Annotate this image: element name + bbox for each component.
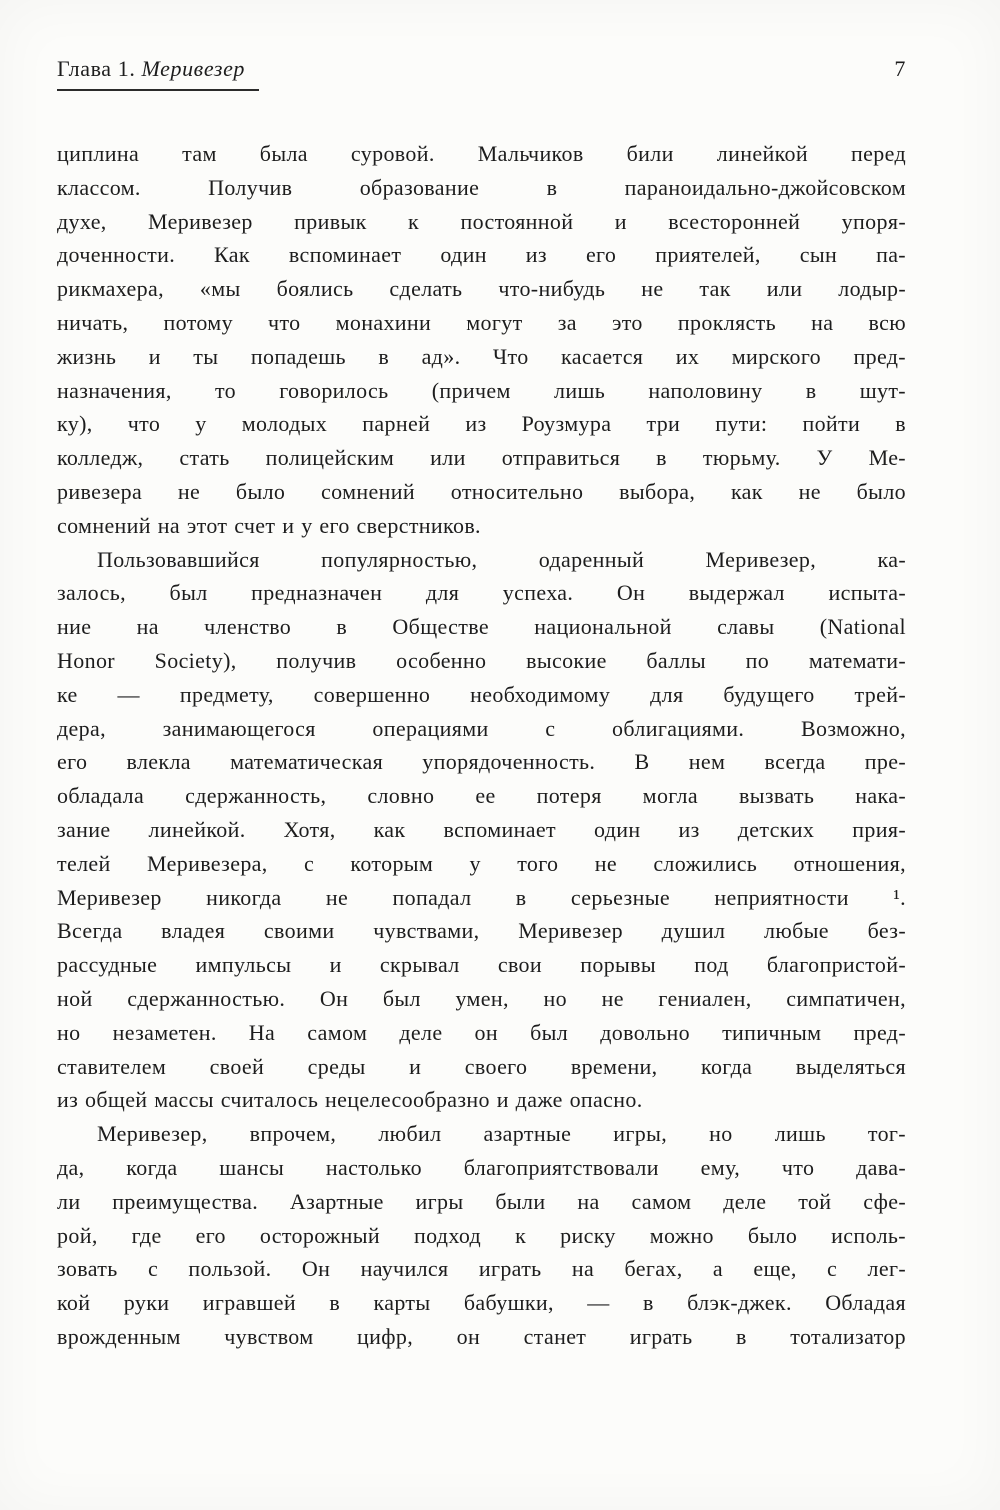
paragraph — [57, 543, 906, 1118]
text-line: ли преимущества. Азартные игры были на самом деле той сфе- — [57, 1188, 906, 1214]
text-line: его влекла математическая упорядоченность. В нем всегда пре- — [57, 749, 906, 775]
text-line: телей Меривезера, с которым у того не сложились отношения, — [57, 850, 906, 876]
text-line: ставителем своей среды и своего времени, когда выделяться — [57, 1053, 906, 1079]
text-line: доченности. Как вспоминает один из его приятелей, сын па- — [57, 242, 906, 268]
text-line: сомнений на этот счет и у его сверстников. — [57, 512, 481, 538]
text-line: ной сдержанностью. Он был умен, но не гениален, симпатичен, — [57, 985, 906, 1011]
page-number: 7 — [894, 56, 906, 81]
text-line: из общей массы считалось нецелесообразно и даже опасно. — [57, 1087, 643, 1113]
paragraph — [57, 137, 906, 543]
text-line: зовать с пользой. Он научился играть на бегах, а еще, с лег- — [57, 1256, 906, 1282]
text-line: дера, занимающегося операциями с облигациями. Возможно, — [57, 715, 906, 741]
text-line: рассудные импульсы и скрывал свои порывы под благопристой- — [57, 952, 906, 978]
paragraph — [57, 1117, 906, 1354]
text-line: но незаметен. На самом деле он был довольно типичным пред- — [57, 1019, 906, 1045]
text-line: жизнь и ты попадешь в ад». Что касается их мирского пред- — [57, 343, 906, 369]
body-text — [57, 137, 906, 1354]
text-line: Пользовавшийся популярностью, одаренный Меривезер, ка- — [97, 546, 906, 572]
text-line: циплина там была суровой. Мальчиков били линейкой перед — [57, 141, 906, 166]
text-line: Меривезер, впрочем, любил азартные игры, но лишь тог- — [97, 1121, 906, 1147]
chapter-label: Глава 1. — [57, 56, 136, 81]
text-line: рой, где его осторожный подход к риску можно было исполь- — [57, 1222, 906, 1248]
text-line: рикмахера, «мы боялись сделать что-нибудь не так или лодыр- — [57, 276, 906, 302]
page-header — [57, 56, 906, 91]
text-line: колледж, стать полицейским или отправиться в тюрьму. У Ме- — [57, 445, 906, 471]
text-line: духе, Меривезер привык к постоянной и всесторонней упоря- — [57, 208, 906, 234]
text-line: ке — предмету, совершенно необходимому для будущего трей- — [57, 681, 906, 707]
running-head — [57, 56, 259, 91]
text-line: залось, был предназначен для успеха. Он выдержал испыта- — [57, 580, 906, 606]
text-line: ничать, потому что монахини могут за это проклясть на всю — [57, 309, 906, 335]
text-line: Меривезер никогда не попадал в серьезные неприятности ¹. — [57, 884, 906, 910]
text-line: да, когда шансы настолько благоприятствовали ему, что дава- — [57, 1154, 906, 1180]
text-line: зание линейкой. Хотя, как вспоминает один из детских прия- — [57, 816, 906, 842]
text-line: Всегда владея своими чувствами, Меривезер душил любые без- — [57, 918, 906, 944]
text-line: ние на членство в Обществе национальной славы (National — [57, 614, 906, 640]
chapter-title: Меривезер — [141, 56, 246, 81]
text-line: Honor Society), получив особенно высокие баллы по математи- — [57, 647, 906, 673]
text-line: кой руки игравшей в карты бабушки, — в блэк-джек. Обладая — [57, 1290, 906, 1316]
text-line: ку), что у молодых парней из Роузмура три пути: пойти в — [57, 411, 906, 437]
text-line: классом. Получив образование в параноидально-джойсовском — [57, 174, 906, 200]
text-line: обладала сдержанность, словно ее потеря могла вызвать нака- — [57, 783, 906, 809]
text-line: ривезера не было сомнений относительно выбора, как не было — [57, 478, 906, 504]
text-line: врожденным чувством цифр, он станет играть в тотализатор — [57, 1323, 906, 1349]
text-line: назначения, то говорилось (причем лишь наполовину в шут- — [57, 377, 906, 403]
